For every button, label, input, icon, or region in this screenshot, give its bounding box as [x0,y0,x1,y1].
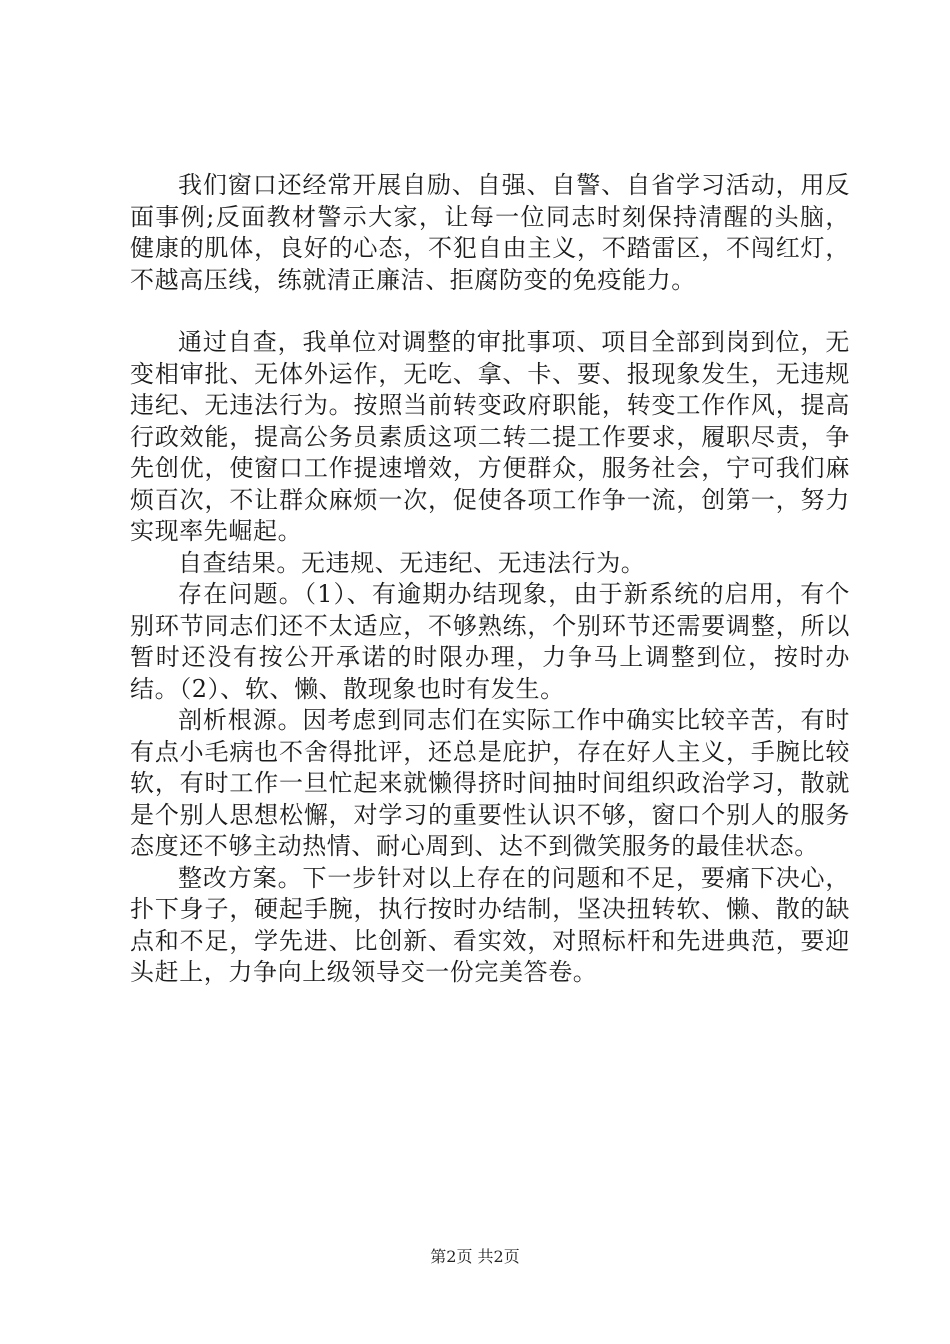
paragraph-self-inspection: 通过自查，我单位对调整的审批事项、项目全部到岗到位，无变相审批、无体外运作，无吃、拿、卡、要、报现象发生，无违规违纪、无违法行为。按照当前转变政府职能，转变工作作风，提高行政效能，提高公务员素质这项二转二提工作要求，履职尽责，争先创优，使窗口工作提速增效，方便群众，服务社会，宁可我们麻烦百次，不让群众麻烦一次，促使各项工作争一流，创第一，努力实现率先崛起。 [130,328,850,545]
document-body [130,170,850,989]
paragraph-inspection-result: 自查结果。无违规、无违纪、无违法行为。 [178,548,646,577]
paragraph-existing-problems: 存在问题。（1）、有逾期办结现象，由于新系统的启用，有个别环节同志们还不太适应，不够熟练，个别环节还需要调整，所以暂时还没有按公开承诺的时限办理，力争马上调整到位，按时办结。（2）、软、懒、散现象也时有发生。 [130,580,850,703]
paragraph-rectification-plan: 整改方案。下一步针对以上存在的问题和不足，要痛下决心，扑下身子，硬起手腕，执行按时办结制，坚决扭转软、懒、散的缺点和不足，学先进、比创新、看实效，对照标杆和先进典范，要迎头赶上，力争向上级领导交一份完美答卷。 [130,863,850,986]
paragraph-root-cause: 剖析根源。因考虑到同志们在实际工作中确实比较辛苦，有时有点小毛病也不舍得批评，还总是庇护，存在好人主义，手腕比较软，有时工作一旦忙起来就懒得挤时间抽时间组织政治学习，散就是个别人思想松懈，对学习的重要性认识不够，窗口个别人的服务态度还不够主动热情、耐心周到、达不到微笑服务的最佳状态。 [130,706,850,860]
paragraph-self-discipline: 我们窗口还经常开展自励、自强、自警、自省学习活动，用反面事例;反面教材警示大家，让每一位同志时刻保持清醒的头脑，健康的肌体，良好的心态，不犯自由主义，不踏雷区，不闯红灯，不越高压线，练就清正廉洁、拒腐防变的免疫能力。 [130,171,850,294]
page-number-footer: 第2页 共2页 [430,1247,520,1266]
